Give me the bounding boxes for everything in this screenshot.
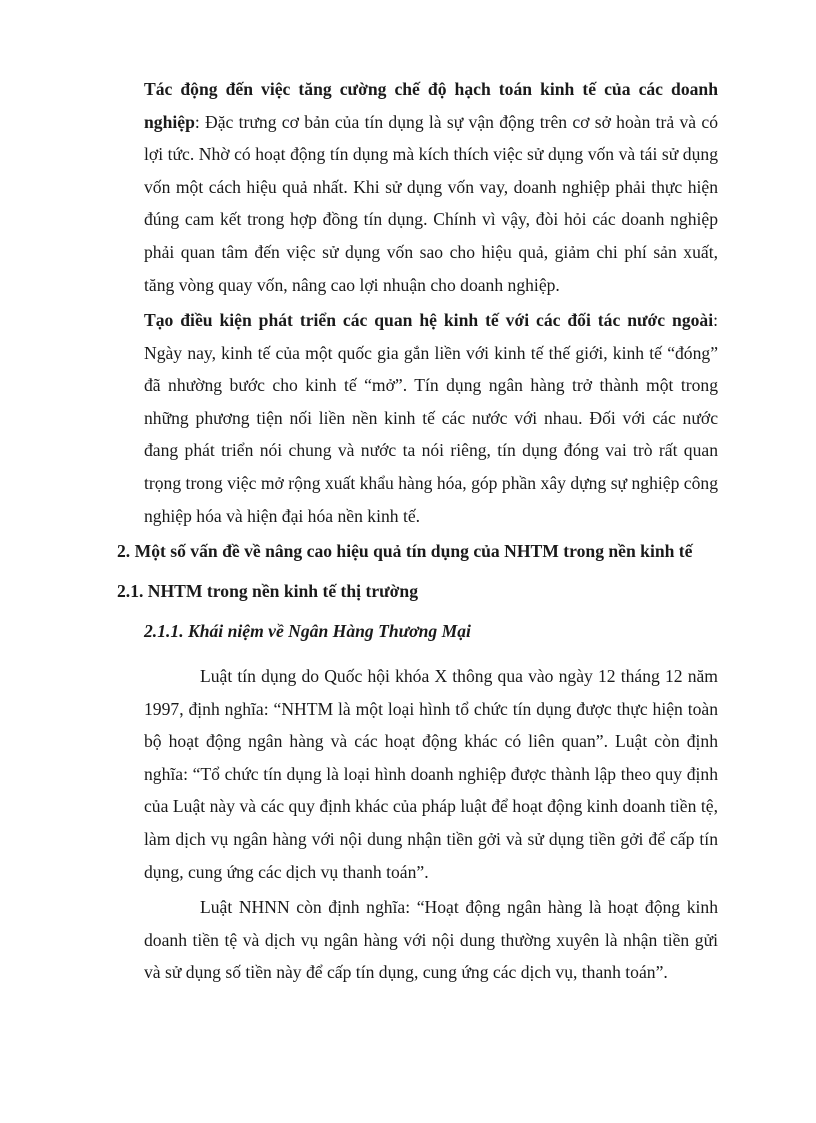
section-heading-2: 2. Một số vấn đề về nâng cao hiệu quả tín dụng của NHTM trong nền kinh tế	[117, 541, 693, 561]
section-heading-2-1: 2.1. NHTM trong nền kinh tế thị trường	[117, 581, 419, 601]
paragraph-accounting-impact	[144, 73, 718, 301]
paragraph-credit-law: Luật tín dụng do Quốc hội khóa X thông qua vào ngày 12 tháng 12 năm 1997, định nghĩa: “NHTM là một loại hình tổ chức tín dụng được thực hiện toàn bộ hoạt động ngân hàng và các hoạt động khác có liên quan”. Luật còn định nghĩa: “Tổ chức tín dụng là loại hình doanh nghiệp được thành lập theo quy định của Luật này và các quy định khác của pháp luật để hoạt động kinh doanh tiền tệ, làm dịch vụ ngân hàng với nội dung nhận tiền gởi và sử dụng tiền gởi để cấp tín dụng, cung ứng các dịch vụ thanh toán”.	[144, 666, 718, 882]
paragraph-foreign-relations	[144, 304, 718, 532]
section-heading-2-1-1: 2.1.1. Khái niệm về Ngân Hàng Thương Mại	[144, 621, 471, 641]
paragraph-lead-foreign: Tạo điều kiện phát triển các quan hệ kinh tế với các đối tác nước ngoài	[144, 310, 714, 330]
paragraph-lead-accounting: Tác động đến việc tăng cường chế độ hạch toán kinh tế của các doanh nghiệp	[144, 79, 718, 132]
paragraph-body-accounting: : Đặc trưng cơ bản của tín dụng là sự vận động trên cơ sở hoàn trả và có lợi tức. Nhờ có hoạt động tín dụng mà kích thích việc sử dụng vốn và tái sử dụng vốn một cách hiệu quả nhất. Khi sử dụng vốn vay, doanh nghiệp phải thực hiện đúng cam kết trong hợp đồng tín dụng. Chính vì vậy, đòi hỏi các doanh nghiệp phải quan tâm đến việc sử dụng vốn sao cho hiệu quả, giảm chi phí sản xuất, tăng vòng quay vốn, nâng cao lợi nhuận cho doanh nghiệp.	[144, 111, 718, 295]
paragraph-sbv-law: Luật NHNN còn định nghĩa: “Hoạt động ngân hàng là hoạt động kinh doanh tiền tệ và dịch vụ ngân hàng với nội dung thường xuyên là nhận tiền gửi và sử dụng số tiền này để cấp tín dụng, cung ứng các dịch vụ, thanh toán”.	[144, 897, 718, 983]
paragraph-body-foreign: : Ngày nay, kinh tế của một quốc gia gắn liền với kinh tế thế giới, kinh tế “đóng” đã nhường bước cho kinh tế “mở”. Tín dụng ngân hàng trở thành một trong những phương tiện nối liền nền kinh tế các nước với nhau. Đối với các nước đang phát triển nói chung và nước ta nói riêng, tín dụng đóng vai trò rất quan trọng trong việc mở rộng xuất khẩu hàng hóa, góp phần xây dựng sự nghiệp công nghiệp hóa và hiện đại hóa nền kinh tế.	[144, 310, 718, 526]
